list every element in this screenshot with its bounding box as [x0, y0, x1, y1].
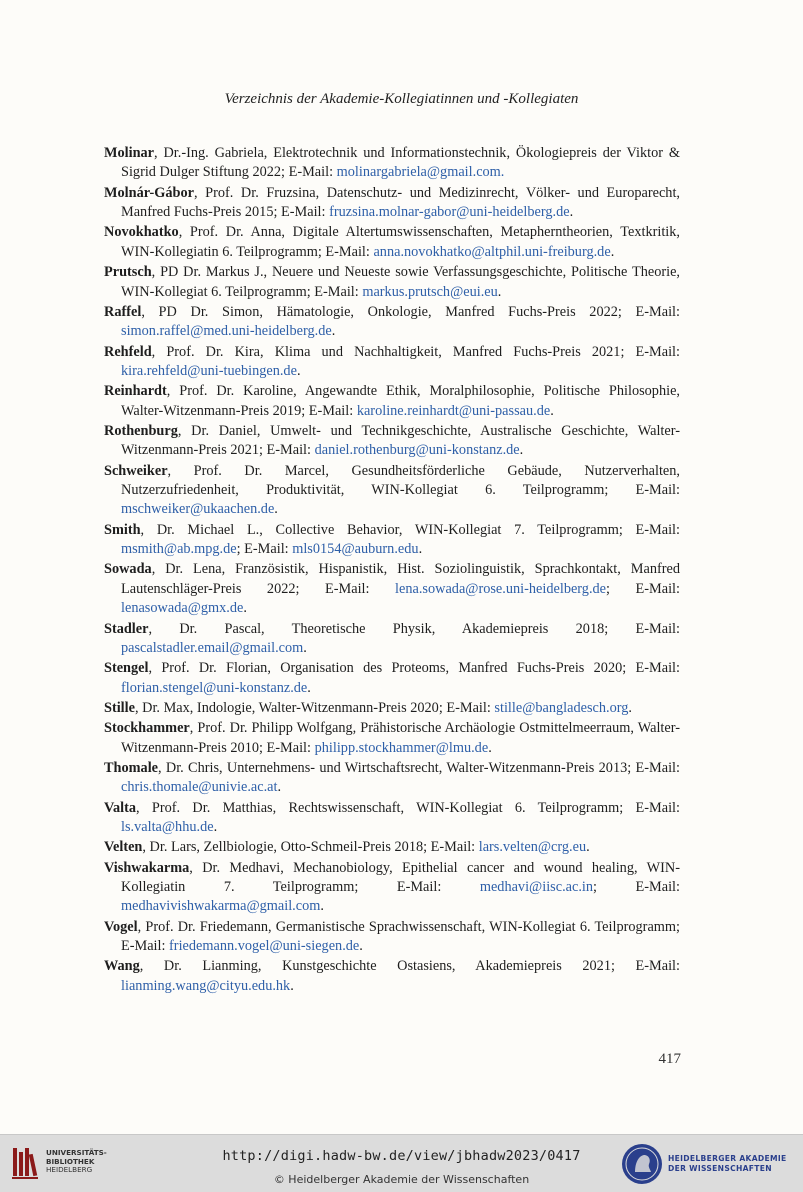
member-details: , Prof. Dr. Friedemann, Germanistische Sprachwissenschaft, WIN-Kollegiat 6. Teilprogramm; E-Mail:: [121, 918, 680, 955]
email-link[interactable]: anna.novokhatko@altphil.uni-freiburg.de: [373, 243, 611, 260]
list-item: [104, 382, 680, 421]
list-item: [104, 719, 680, 758]
entry-suffix: .: [519, 442, 524, 459]
email-link[interactable]: pascalstadler.email@gmail.com: [121, 639, 304, 656]
list-item: [104, 659, 680, 698]
member-surname: Valta: [104, 799, 137, 816]
member-surname: Schweiker: [104, 462, 168, 479]
member-details: , Dr. Chris, Unternehmens- und Wirtschaftsrecht, Walter-Witzenmann-Preis 2013; E-Mail:: [158, 759, 680, 776]
email-link[interactable]: stille@bangladesch.org: [494, 699, 629, 716]
academy-seal-icon: [620, 1142, 664, 1186]
entry-suffix: .: [497, 283, 502, 300]
entry-suffix: ; E-Mail:: [236, 541, 293, 558]
member-details: , PD Dr. Simon, Hämatologie, Onkologie, Manfred Fuchs-Preis 2022; E-Mail:: [141, 303, 680, 320]
member-details: , Prof. Dr. Fruzsina, Datenschutz- und Medizinrecht, Völker- und Europarecht, Manfred Fuchs-Preis 2015; E-Mail:: [121, 184, 680, 221]
list-item: [104, 620, 680, 659]
email-link[interactable]: molinargabriela@gmail.com.: [336, 164, 505, 181]
member-surname: Novokhatko: [104, 224, 179, 241]
member-surname: Rothenburg: [104, 422, 178, 439]
list-item: [104, 918, 680, 957]
member-surname: Reinhardt: [104, 383, 167, 400]
member-surname: Raffel: [104, 303, 142, 320]
email-link[interactable]: lianming.wang@cityu.edu.hk: [121, 977, 291, 994]
list-item: [104, 838, 680, 857]
entry-suffix: ; E-Mail:: [593, 879, 680, 896]
list-item: [104, 422, 680, 461]
member-surname: Prutsch: [104, 264, 152, 281]
entry-suffix: .: [274, 501, 278, 518]
list-item: [104, 859, 680, 917]
email-link[interactable]: mls0154@auburn.edu: [292, 541, 419, 558]
member-details: , Dr. Max, Indologie, Walter-Witzenmann-Preis 2020; E-Mail:: [134, 699, 495, 716]
member-details: , Dr. Lars, Zellbiologie, Otto-Schmeil-Preis 2018; E-Mail:: [142, 839, 479, 856]
email-link[interactable]: florian.stengel@uni-konstanz.de: [121, 679, 308, 696]
page-number: 417: [658, 1051, 681, 1067]
email-link[interactable]: simon.raffel@med.uni-heidelberg.de: [121, 323, 332, 340]
member-details: , Prof. Dr. Philipp Wolfgang, Prähistorische Archäologie Ostmittelmeerraum, Walter-Witzenmann-Preis 2010; E-Mail:: [121, 720, 680, 756]
email-link[interactable]: chris.thomale@univie.ac.at: [121, 779, 278, 796]
member-surname: Vishwakarma: [104, 859, 190, 876]
entry-suffix: .: [303, 639, 307, 656]
list-item: [104, 462, 680, 520]
entry-suffix: .: [488, 739, 492, 756]
member-details: , Prof. Dr. Kira, Klima und Nachhaltigkeit, Manfred Fuchs-Preis 2021; E-Mail:: [151, 343, 680, 360]
member-surname: Smith: [104, 521, 141, 538]
member-details: , Dr.-Ing. Gabriela, Elektrotechnik und Informationstechnik, Ökologiepreis der Viktor & Sigrid Dulger Stiftung 2022; E-Mail:: [121, 145, 680, 181]
entry-suffix: ; E-Mail:: [606, 580, 681, 597]
email-link[interactable]: medhavivishwakarma@gmail.com: [121, 898, 321, 915]
entry-suffix: .: [277, 779, 282, 796]
email-link[interactable]: philipp.stockhammer@lmu.de: [314, 739, 489, 756]
member-details: , Prof. Dr. Marcel, Gesundheitsförderliche Gebäude, Nutzerverhalten, Nutzerzufriedenheit, Produktivität, WIN-Kollegiat 6. Teilprogramm; E-Mail:: [121, 462, 680, 499]
member-details: , Dr. Medhavi, Mechanobiology, Epithelial cancer and wound healing, WIN-Kollegiatin 7. Teilprogramm; E-Mail:: [121, 859, 680, 896]
entry-suffix: .: [628, 699, 632, 716]
list-item: [104, 343, 680, 382]
academy-name: HEIDELBERGER AKADEMIE DER WISSENSCHAFTEN: [668, 1154, 787, 1173]
member-details: , Prof. Dr. Karoline, Angewandte Ethik, Moralphilosophie, Politische Philosophie, Walter-Witzenmann-Preis 2019; E-Mail:: [121, 383, 680, 419]
email-link[interactable]: fruzsina.molnar-gabor@uni-heidelberg.de: [329, 204, 570, 221]
entry-suffix: .: [290, 977, 294, 994]
member-details: , Dr. Michael L., Collective Behavior, WIN-Kollegiat 7. Teilprogramm; E-Mail:: [140, 521, 680, 538]
member-details: , Dr. Lianming, Kunstgeschichte Ostasiens, Akademiepreis 2021; E-Mail:: [139, 958, 680, 975]
email-link[interactable]: mschweiker@ukaachen.de: [121, 501, 275, 518]
email-link[interactable]: daniel.rothenburg@uni-konstanz.de: [314, 442, 520, 459]
member-details: , Prof. Dr. Matthias, Rechtswissenschaft, WIN-Kollegiat 6. Teilprogramm; E-Mail:: [136, 799, 680, 816]
entry-suffix: .: [320, 898, 324, 915]
entry-suffix: .: [331, 323, 336, 340]
member-details: , PD Dr. Markus J., Neuere und Neueste sowie Verfassungsgeschichte, Politische Theorie, WIN-Kollegiat 6. Teilprogramm; E-Mail:: [121, 264, 680, 300]
list-item: [104, 759, 680, 798]
list-item: [104, 521, 680, 560]
list-item: [104, 699, 680, 718]
email-link[interactable]: friedemann.vogel@uni-siegen.de: [169, 938, 360, 955]
entry-suffix: .: [418, 541, 423, 558]
member-details: , Prof. Dr. Anna, Digitale Altertumswissenschaften, Metapherntheorien, Textkritik, WIN-Kollegiatin 6. Teilprogramm; E-Mail:: [121, 224, 680, 260]
email-link[interactable]: lars.velten@crg.eu: [478, 839, 587, 856]
member-details: , Dr. Daniel, Umwelt- und Technikgeschichte, Australische Geschichte, Walter-Witzenmann-Preis 2021; E-Mail:: [121, 422, 680, 459]
viewer-footer: [0, 1134, 803, 1192]
member-surname: Molnár-Gábor: [104, 184, 195, 201]
email-link[interactable]: msmith@ab.mpg.de: [121, 541, 237, 558]
email-link[interactable]: ls.valta@hhu.de: [121, 819, 214, 836]
list-item: [104, 799, 680, 838]
member-surname: Vogel: [104, 918, 138, 935]
member-surname: Stadler: [104, 620, 149, 637]
member-surname: Velten: [104, 839, 143, 856]
member-surname: Stengel: [104, 660, 149, 677]
permalink-url[interactable]: http://digi.hadw-bw.de/view/jbhadw2023/0417: [222, 1148, 581, 1164]
list-item: [104, 957, 680, 996]
entry-suffix: .: [610, 243, 615, 260]
entry-suffix: .: [569, 204, 574, 221]
list-item: [104, 223, 680, 262]
list-item: [104, 184, 680, 223]
member-details: , Prof. Dr. Florian, Organisation des Proteoms, Manfred Fuchs-Preis 2020; E-Mail:: [148, 660, 680, 677]
member-surname: Molinar: [104, 145, 155, 161]
member-surname: Rehfeld: [104, 343, 152, 360]
email-link[interactable]: karoline.reinhardt@uni-passau.de: [356, 402, 551, 419]
list-item: [104, 263, 680, 302]
list-item: [104, 303, 680, 342]
member-surname: Wang: [104, 958, 140, 975]
running-header: Verzeichnis der Akademie-Kollegiatinnen und -Kollegiaten: [224, 91, 579, 107]
member-surname: Stockhammer: [104, 720, 190, 737]
member-details: , Dr. Pascal, Theoretische Physik, Akademiepreis 2018; E-Mail:: [148, 620, 680, 637]
member-list: [104, 144, 680, 997]
email-link[interactable]: lenasowada@gmx.de: [121, 600, 244, 617]
entry-suffix: .: [307, 679, 311, 696]
copyright-notice: © Heidelberger Akademie der Wissenschaften: [273, 1173, 530, 1186]
email-link[interactable]: kira.rehfeld@uni-tuebingen.de: [121, 362, 297, 379]
entry-suffix: .: [296, 362, 301, 379]
entry-suffix: .: [243, 600, 247, 617]
member-details: , Dr. Lena, Französistik, Hispanistik, Hist. Soziolinguistik, Sprachkontakt, Manfred Lautenschläger-Preis 2022; E-Mail:: [121, 561, 680, 597]
email-link[interactable]: medhavi@iisc.ac.in: [479, 879, 594, 896]
email-link[interactable]: lena.sowada@rose.uni-heidelberg.de: [395, 580, 607, 597]
academy-logo[interactable]: [620, 1142, 800, 1186]
member-surname: Thomale: [104, 759, 159, 776]
list-item: [104, 144, 680, 183]
list-item: [104, 560, 680, 618]
entry-suffix: .: [213, 819, 218, 836]
entry-suffix: .: [550, 402, 554, 419]
library-name: UNIVERSITÄTS- BIBLIOTHEK HEIDELBERG: [46, 1148, 107, 1175]
member-surname: Sowada: [104, 561, 152, 578]
email-link[interactable]: markus.prutsch@eui.eu: [362, 283, 498, 300]
entry-suffix: .: [586, 839, 590, 856]
member-surname: Stille: [104, 699, 135, 716]
entry-suffix: .: [359, 938, 363, 955]
